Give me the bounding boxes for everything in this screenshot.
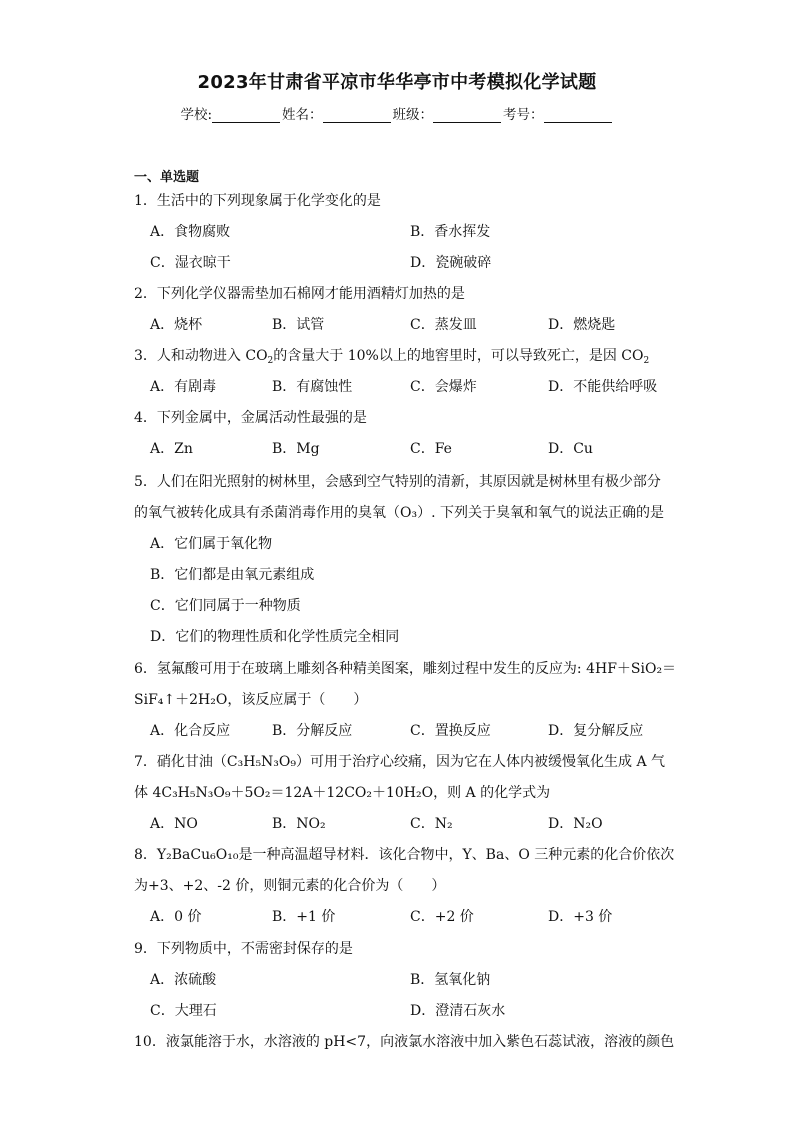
option[interactable]: A．0 价 xyxy=(150,909,202,925)
option[interactable]: C．蒸发皿 xyxy=(410,317,477,333)
option[interactable]: C．大理石 xyxy=(150,1003,217,1019)
option[interactable]: B．有腐蚀性 xyxy=(272,379,353,395)
question-stem-cont: 为+3、+2、-2 价，则铜元素的化合价为（ ） xyxy=(134,878,446,894)
option[interactable]: D．N₂O xyxy=(548,816,603,832)
option[interactable]: D．复分解反应 xyxy=(548,723,644,739)
option[interactable]: B．它们都是由氧元素组成 xyxy=(150,567,315,583)
option[interactable]: D．它们的物理性质和化学性质完全相同 xyxy=(150,629,400,645)
question-stem-cont: 体 4C₃H₅N₃O₉＋5O₂＝12A＋12CO₂＋10H₂O，则 A 的化学式为 xyxy=(134,785,551,801)
stem-part: 3．人和动物进入 CO xyxy=(134,348,268,364)
subscript: 2 xyxy=(267,356,274,366)
question-stem: 9．下列物质中，不需密封保存的是 xyxy=(134,941,353,957)
name-label: 姓名： xyxy=(282,107,323,123)
option[interactable]: A．有剧毒 xyxy=(150,379,217,395)
option[interactable]: B．氢氧化钠 xyxy=(410,972,491,988)
option[interactable]: C．它们同属于一种物质 xyxy=(150,598,301,614)
option[interactable]: A．浓硫酸 xyxy=(150,972,217,988)
class-blank[interactable] xyxy=(433,108,501,123)
name-blank[interactable] xyxy=(323,108,391,123)
question-stem: 10．液氯能溶于水，水溶液的 pH<7，向液氯水溶液中加入紫色石蕊试液，溶液的颜色 xyxy=(134,1034,675,1050)
option[interactable]: B．Mg xyxy=(272,441,320,457)
option[interactable]: D．燃烧匙 xyxy=(548,317,616,333)
page-title: 2023年甘肃省平凉市华华亭市中考模拟化学试题 xyxy=(197,72,597,93)
option[interactable]: D．+3 价 xyxy=(548,909,613,925)
question-stem xyxy=(134,346,649,366)
option[interactable]: B．+1 价 xyxy=(272,909,336,925)
question-stem: 5．人们在阳光照射的树林里，会感到空气特别的清新，其原因就是树林里有极少部分 xyxy=(134,474,661,490)
question-stem: 2．下列化学仪器需垫加石棉网才能用酒精灯加热的是 xyxy=(134,286,465,302)
question-stem: 6．氢氟酸可用于在玻璃上雕刻各种精美图案，雕刻过程中发生的反应为: 4HF＋SiO₂＝ xyxy=(134,661,677,677)
subscript: 2 xyxy=(643,356,650,366)
option[interactable]: A．食物腐败 xyxy=(150,224,231,240)
exam-no-blank[interactable] xyxy=(544,108,612,123)
question-stem: 1．生活中的下列现象属于化学变化的是 xyxy=(134,193,381,209)
option[interactable]: C．湿衣晾干 xyxy=(150,255,231,271)
option[interactable]: B．分解反应 xyxy=(272,723,353,739)
option[interactable]: D．不能供给呼吸 xyxy=(548,379,658,395)
question-stem: 8．Y₂BaCu₆O₁₀是一种高温超导材料．该化合物中，Y、Ba、O 三种元素的化合价依次 xyxy=(134,847,675,863)
option[interactable]: A．烧杯 xyxy=(150,317,203,333)
option[interactable]: C．+2 价 xyxy=(410,909,474,925)
question-stem: 7．硝化甘油（C₃H₅N₃O₉）可用于治疗心绞痛，因为它在人体内被缓慢氧化生成 A 气 xyxy=(134,754,666,770)
option[interactable]: A．Zn xyxy=(150,441,193,457)
option[interactable]: A．NO xyxy=(150,816,198,832)
exam-no-label: 考号： xyxy=(503,107,544,123)
class-label: 班级： xyxy=(392,107,434,123)
option[interactable]: D．瓷碗破碎 xyxy=(410,255,492,271)
option[interactable]: A．它们属于氧化物 xyxy=(150,536,273,552)
option[interactable]: B．NO₂ xyxy=(272,816,326,832)
school-blank[interactable] xyxy=(212,108,280,123)
option[interactable]: B．试管 xyxy=(272,317,325,333)
section-title: 一、单选题 xyxy=(134,170,200,185)
option[interactable]: B．香水挥发 xyxy=(410,224,491,240)
option[interactable]: D．澄清石灰水 xyxy=(410,1003,506,1019)
option[interactable]: D．Cu xyxy=(548,441,593,457)
question-stem-cont: SiF₄↑＋2H₂O，该反应属于（ ） xyxy=(134,692,368,708)
option[interactable]: A．化合反应 xyxy=(150,723,231,739)
question-stem-cont: 的氧气被转化成具有杀菌消毒作用的臭氧（O₃）. 下列关于臭氧和氧气的说法正确的是 xyxy=(134,505,664,521)
option[interactable]: C．会爆炸 xyxy=(410,379,477,395)
option[interactable]: C．Fe xyxy=(410,441,452,457)
option[interactable]: C．置换反应 xyxy=(410,723,491,739)
student-info-row xyxy=(0,103,794,123)
question-stem: 4．下列金属中，金属活动性最强的是 xyxy=(134,410,367,426)
option[interactable]: C．N₂ xyxy=(410,816,453,832)
stem-part: 的含量大于 10%以上的地窖里时，可以导致死亡，是因 CO xyxy=(273,348,644,364)
school-label: 学校: xyxy=(180,107,213,123)
